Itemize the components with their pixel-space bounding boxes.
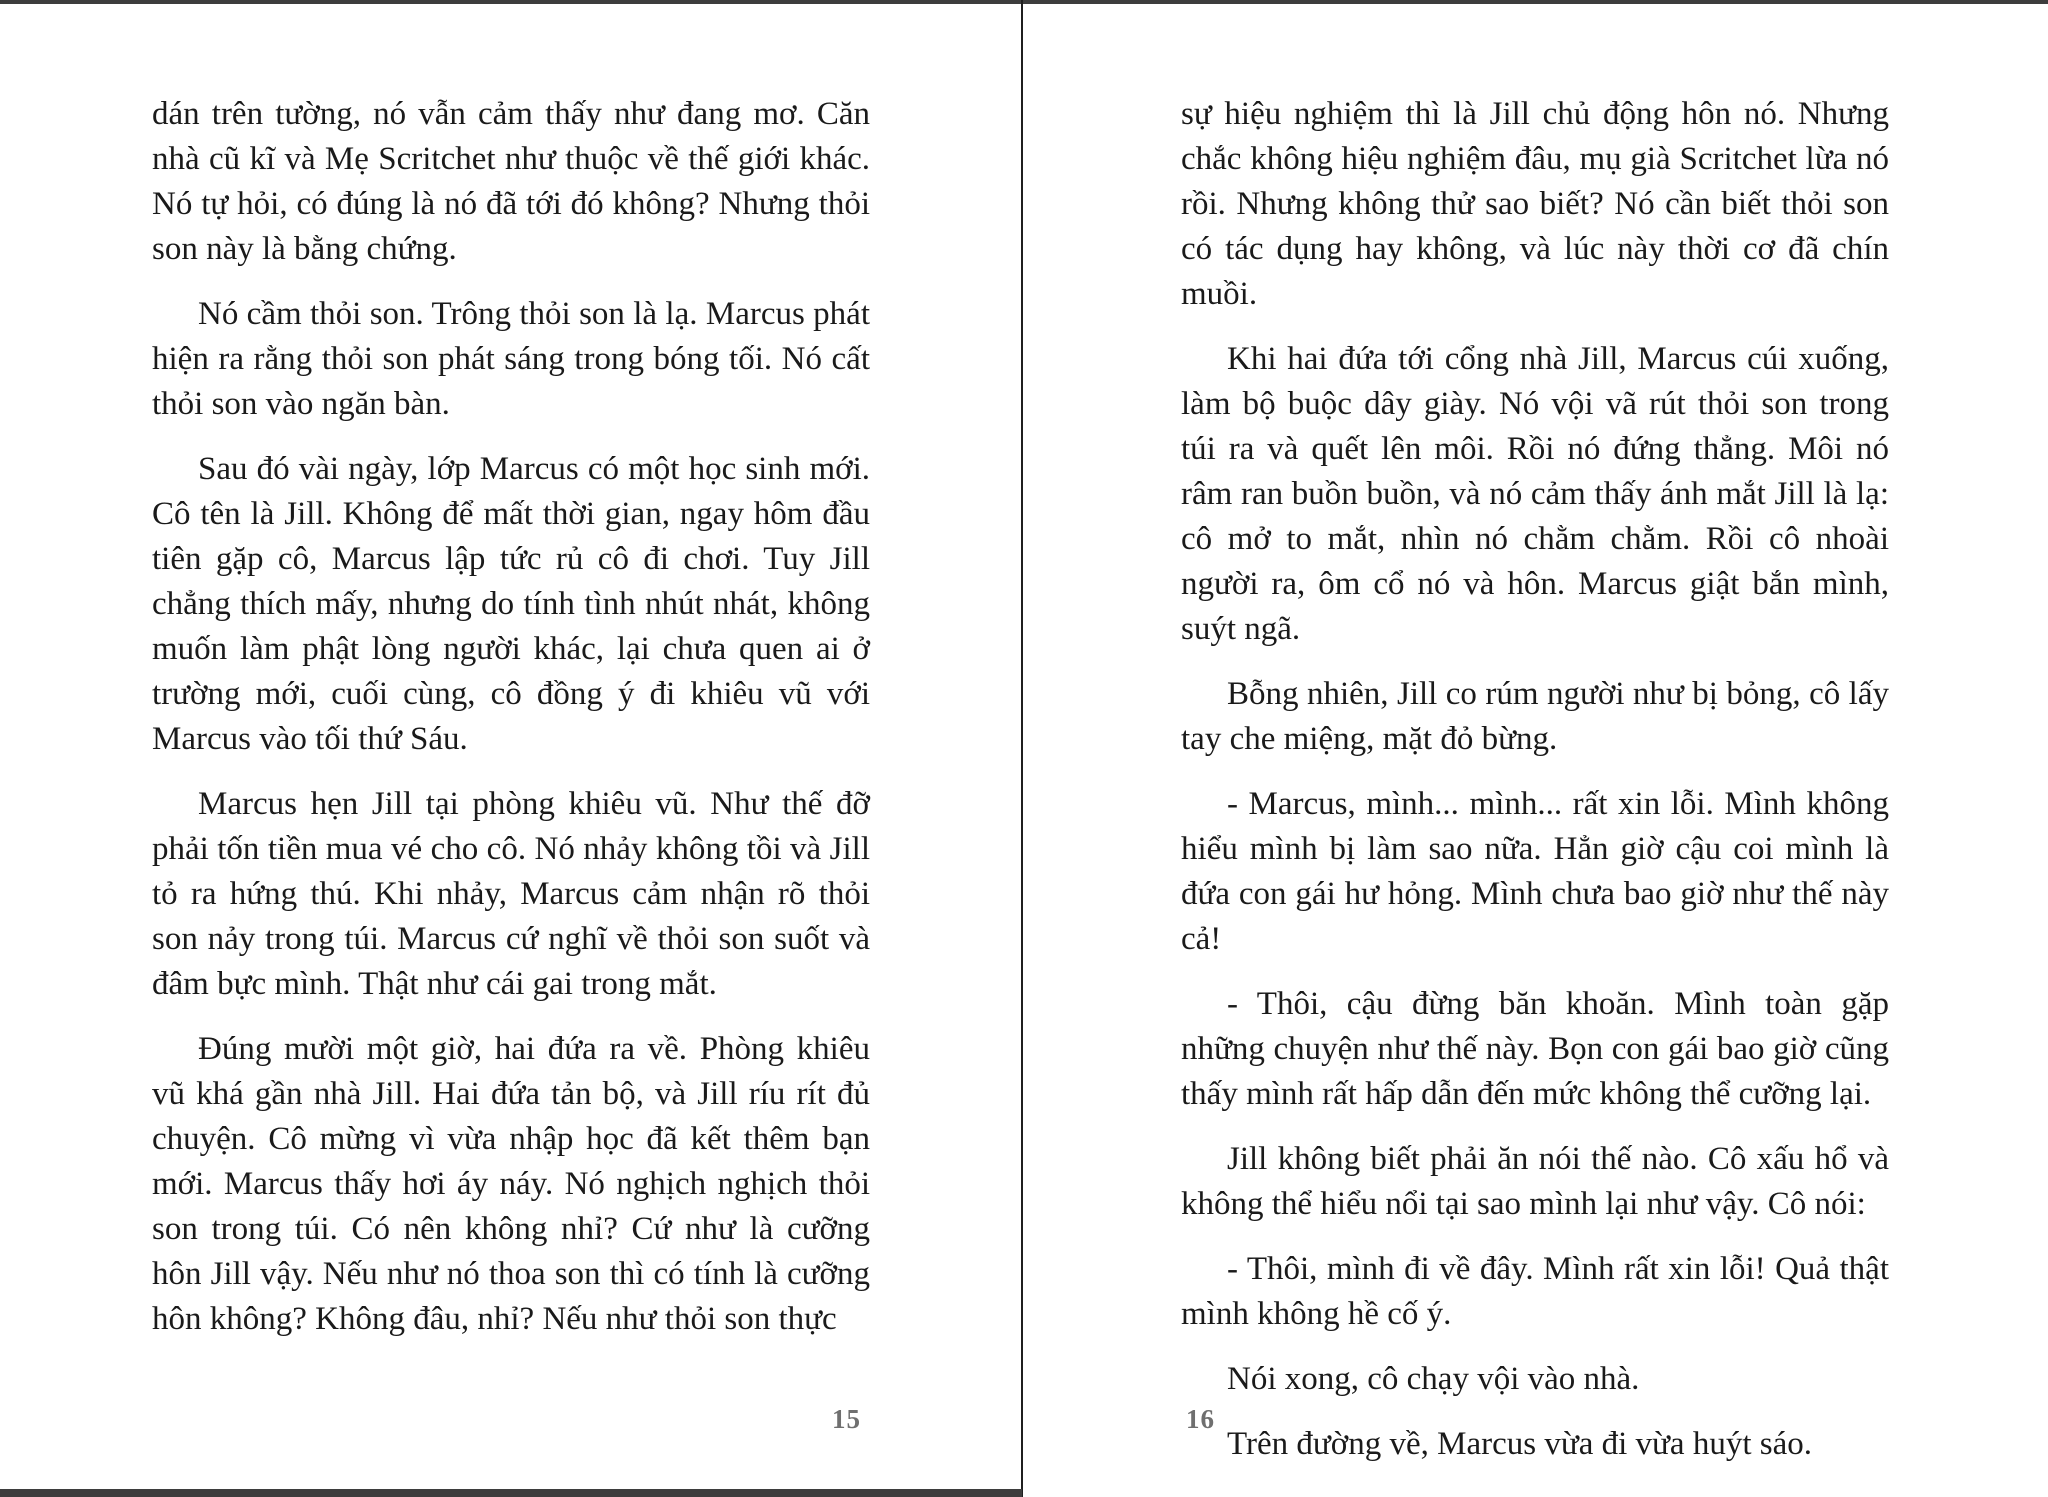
page-number-left: 15	[832, 1404, 861, 1434]
paragraph: Nó cầm thỏi son. Trông thỏi son là lạ. Marcus phát hiện ra rằng thỏi son phát sáng trong bóng tối. Nó cất thỏi son vào ngăn bàn.	[152, 296, 870, 422]
paragraph: Trên đường về, Marcus vừa đi vừa huýt sáo.	[1227, 1426, 1812, 1462]
page-number-right: 16	[1186, 1404, 1215, 1434]
paragraph: - Thôi, cậu đừng băn khoăn. Mình toàn gặp những chuyện như thế này. Bọn con gái bao giờ cũng thấy mình rất hấp dẫn đến mức không thể cưỡng lại.	[1181, 986, 1889, 1112]
page-left	[0, 0, 1021, 1497]
left-page-text	[152, 92, 870, 1362]
page-right	[1023, 0, 2048, 1497]
paragraph: Đúng mười một giờ, hai đứa ra về. Phòng khiêu vũ khá gần nhà Jill. Hai đứa tản bộ, và Jill ríu rít đủ chuyện. Cô mừng vì vừa nhập học đã kết thêm bạn mới. Marcus thấy hơi áy náy. Nó nghịch nghịch thỏi son trong túi. Có nên không nhỉ? Cứ như là cưỡng hôn Jill vậy. Nếu như nó thoa son thì có tính là cưỡng hôn không? Không đâu, nhỉ? Nếu như thỏi son thực	[152, 1031, 870, 1337]
paragraph: Sau đó vài ngày, lớp Marcus có một học sinh mới. Cô tên là Jill. Không để mất thời gian, ngay hôm đầu tiên gặp cô, Marcus lập tức rủ cô đi chơi. Tuy Jill chẳng thích mấy, nhưng do tính tình nhút nhát, không muốn làm phật lòng người khác, lại chưa quen ai ở trường mới, cuối cùng, cô đồng ý đi khiêu vũ với Marcus vào tối thứ Sáu.	[152, 451, 870, 757]
right-page-text	[1181, 92, 1889, 1487]
paragraph: Khi hai đứa tới cổng nhà Jill, Marcus cúi xuống, làm bộ buộc dây giày. Nó vội vã rút thỏi son trong túi ra và quết lên môi. Rồi nó đứng thẳng. Môi nó râm ran buồn buồn, và nó cảm thấy ánh mắt Jill là lạ: cô mở to mắt, nhìn nó chằm chằm. Rồi cô nhoài người ra, ôm cổ nó và hôn. Marcus giật bắn mình, suýt ngã.	[1181, 341, 1889, 647]
paragraph: Marcus hẹn Jill tại phòng khiêu vũ. Như thế đỡ phải tốn tiền mua vé cho cô. Nó nhảy không tồi và Jill tỏ ra hứng thú. Khi nhảy, Marcus cảm nhận rõ thỏi son nảy trong túi. Marcus cứ nghĩ về thỏi son suốt và đâm bực mình. Thật như cái gai trong mắt.	[152, 786, 870, 1002]
paragraph: Jill không biết phải ăn nói thế nào. Cô xấu hổ và không thể hiểu nổi tại sao mình lại như vậy. Cô nói:	[1181, 1141, 1889, 1222]
paragraph: dán trên tường, nó vẫn cảm thấy như đang mơ. Căn nhà cũ kĩ và Mẹ Scritchet như thuộc về thế giới khác. Nó tự hỏi, có đúng là nó đã tới đó không? Nhưng thỏi son này là bằng chứng.	[152, 96, 870, 267]
paragraph: Bỗng nhiên, Jill co rúm người như bị bỏng, cô lấy tay che miệng, mặt đỏ bừng.	[1181, 676, 1889, 757]
paragraph: sự hiệu nghiệm thì là Jill chủ động hôn nó. Nhưng chắc không hiệu nghiệm đâu, mụ già Scritchet lừa nó rồi. Nhưng không thử sao biết? Nó cần biết thỏi son có tác dụng hay không, và lúc này thời cơ đã chín muồi.	[1181, 96, 1889, 312]
paragraph: - Thôi, mình đi về đây. Mình rất xin lỗi! Quả thật mình không hề cố ý.	[1181, 1251, 1889, 1332]
bottom-edge-border	[0, 1489, 1022, 1497]
paragraph: Nói xong, cô chạy vội vào nhà.	[1227, 1361, 1640, 1397]
paragraph: - Marcus, mình... mình... rất xin lỗi. Mình không hiểu mình bị làm sao nữa. Hẳn giờ cậu coi mình là đứa con gái hư hỏng. Mình chưa bao giờ như thế này cả!	[1181, 786, 1889, 957]
